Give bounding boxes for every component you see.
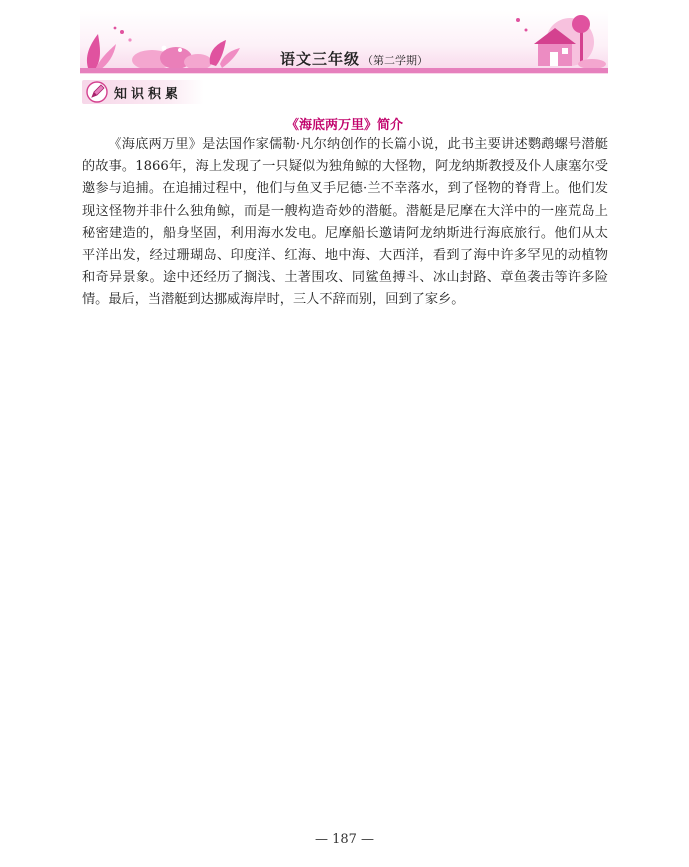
decorative-butterfly-icon	[80, 24, 250, 72]
header-rule	[80, 68, 608, 73]
article-title: 《海底两万里》简介	[285, 118, 403, 133]
header-title-text: 语文三年级	[280, 50, 361, 68]
section-tag	[82, 80, 204, 104]
section-label: 知识积累	[114, 86, 183, 102]
page-number: — 187 —	[314, 832, 375, 847]
page-header	[80, 10, 608, 74]
header-title	[280, 48, 428, 69]
pencil-icon	[86, 81, 108, 103]
article-body: 《海底两万里》是法国作家儒勒·凡尔纳创作的长篇小说，此书主要讲述鹦鹉螺号潜艇的故事。1866年，海上发现了一只疑似为独角鲸的大怪物，阿龙纳斯教授及仆人康塞尔受邀参与追捕。在追捕过程中，他们与鱼叉手尼德·兰不幸落水，到了怪物的脊背上。他们发现这怪物并非什么独角鲸，而是一艘构造奇妙的潜艇。潜艇是尼摩在大洋中的一座荒岛上秘密建造的，船身坚固，利用海水发电。尼摩船长邀请阿龙纳斯进行海底旅行。他们从太平洋出发，经过珊瑚岛、印度洋、红海、地中海、大西洋，看到了海中许多罕见的动植物和奇异景象。途中还经历了搁浅、土著围攻、同鲨鱼搏斗、冰山封路、章鱼袭击等许多险情。最后，当潜艇到达挪威海岸时，三人不辞而别，回到了家乡。	[82, 137, 608, 308]
header-subtitle: （第二学期）	[362, 54, 429, 67]
decorative-house-icon	[510, 12, 608, 70]
